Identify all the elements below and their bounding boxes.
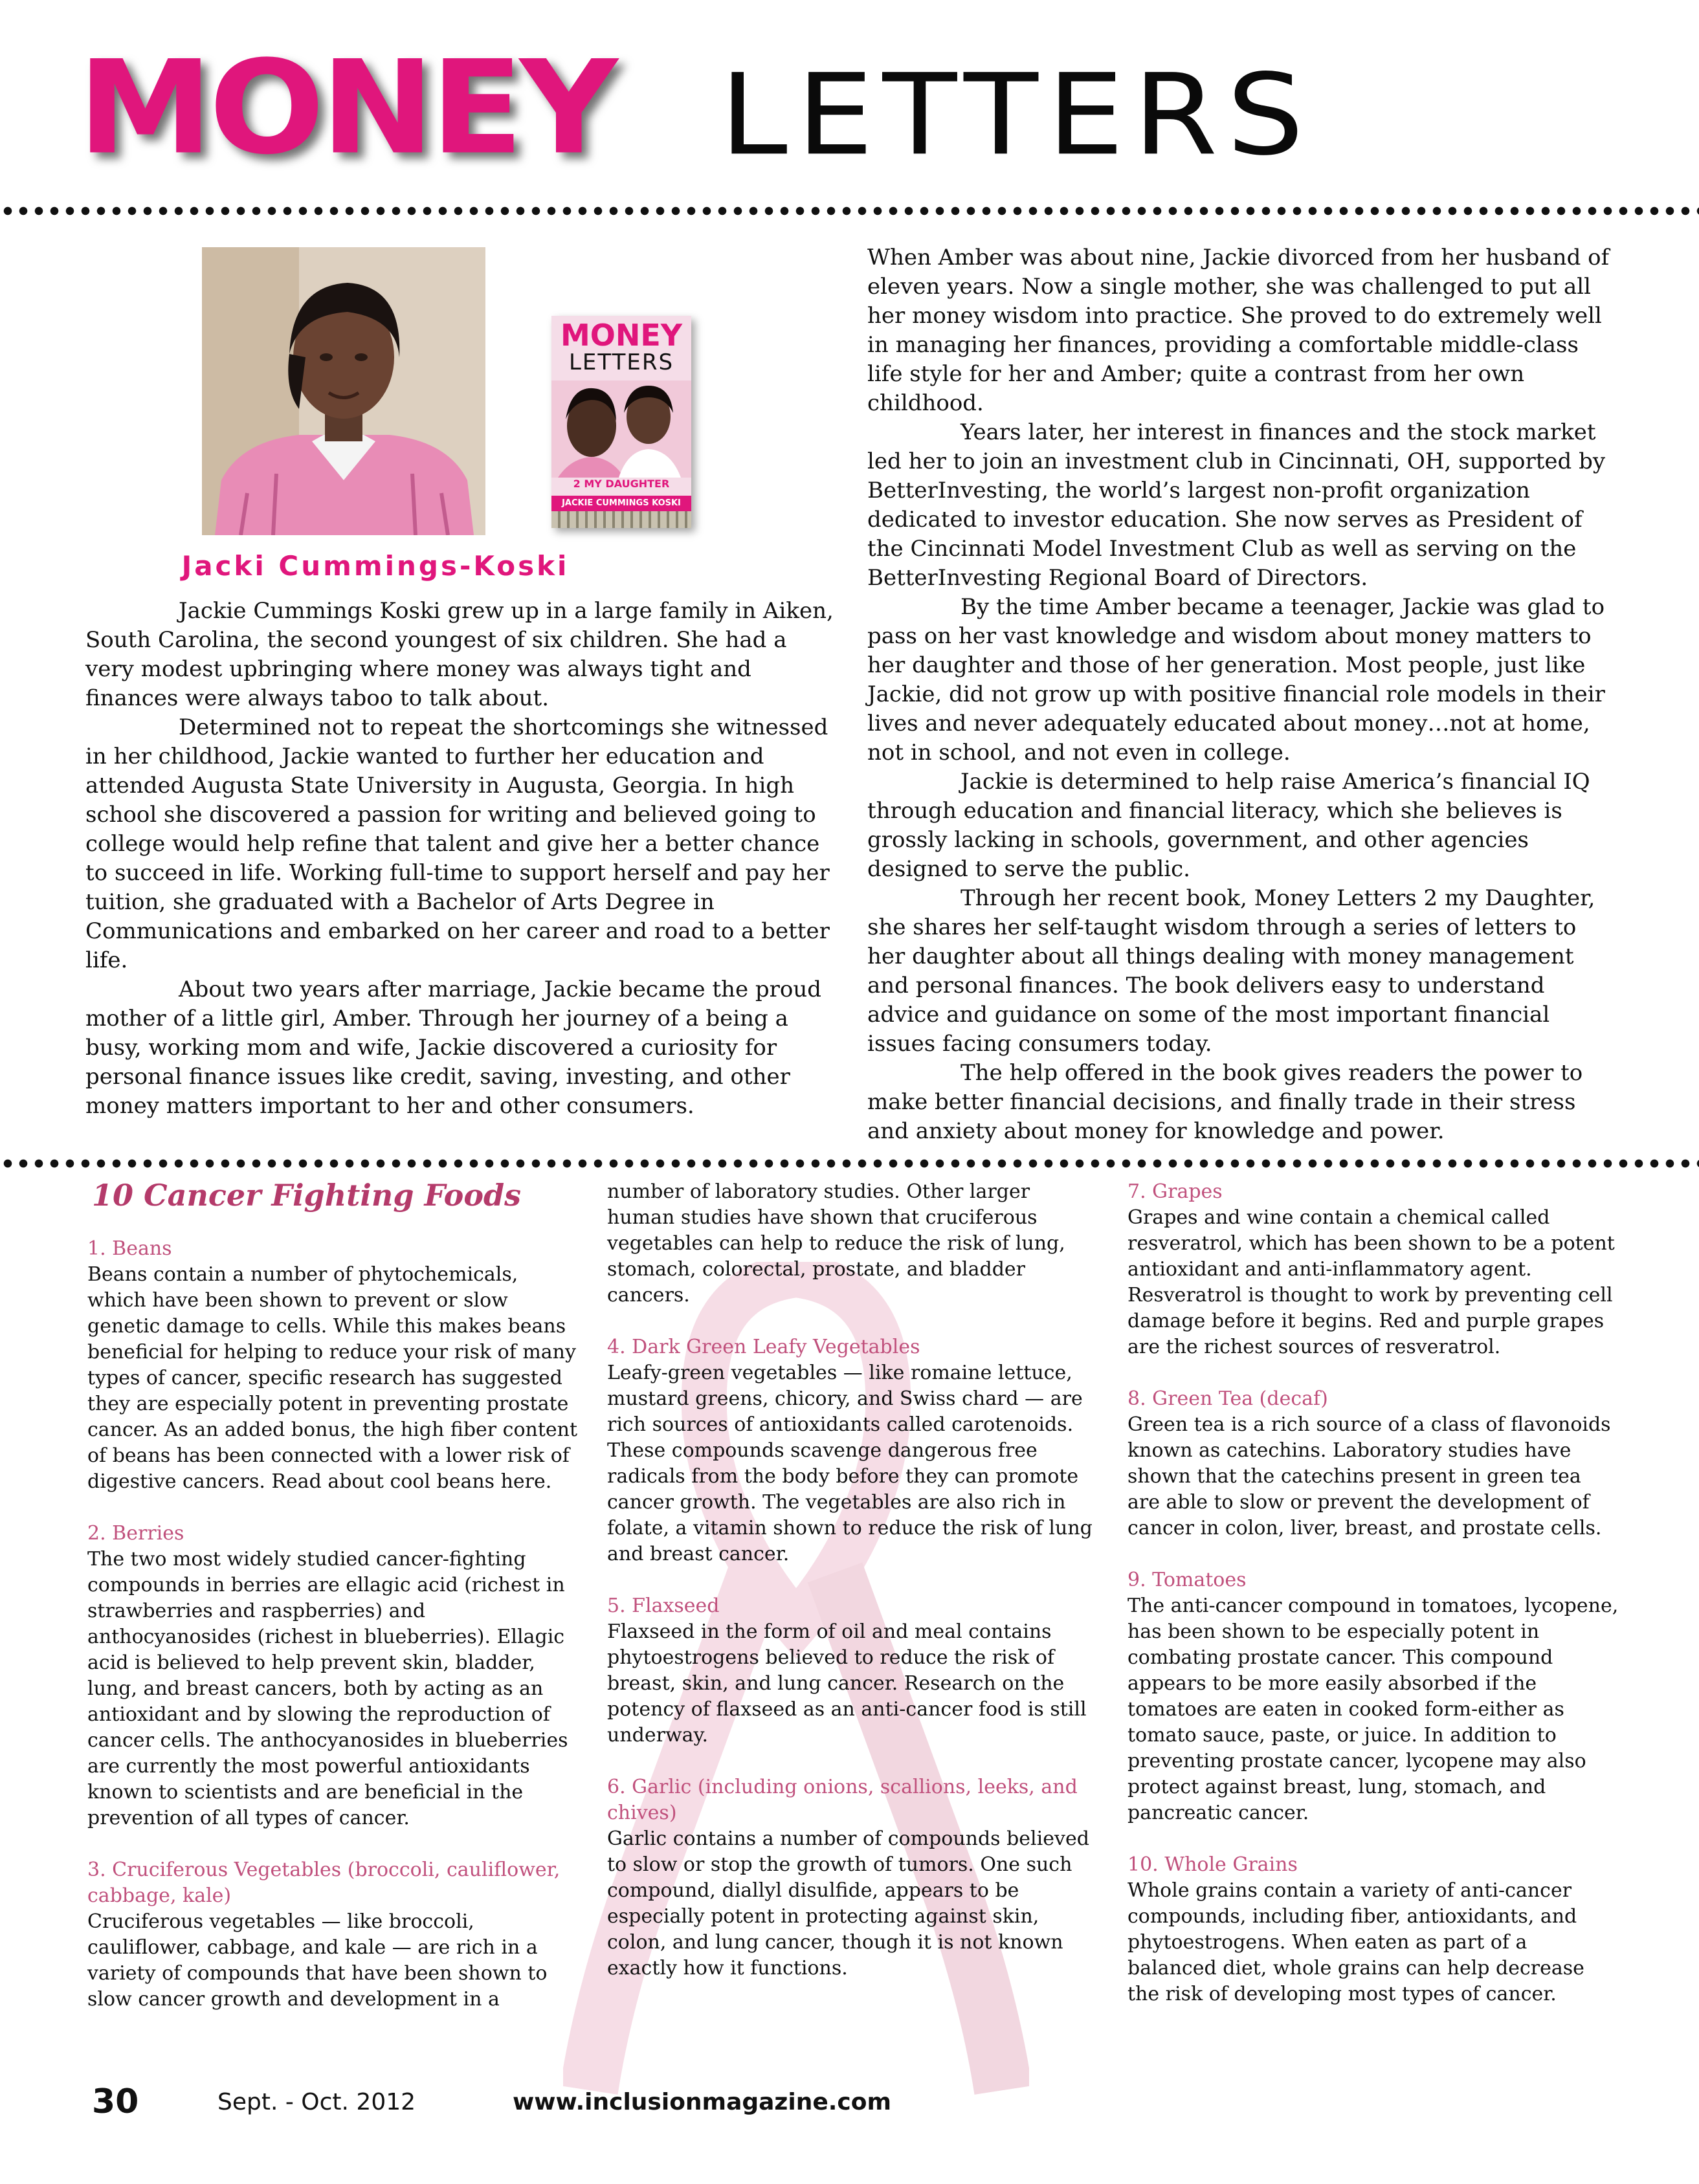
masthead-letters: LETTERS <box>720 50 1313 181</box>
food-heading: 2. Berries <box>87 1522 184 1545</box>
book-cover-author: JACKIE CUMMINGS KOSKI <box>551 496 691 511</box>
food-text: Flaxseed in the form of oil and meal contains phytoestrogens believed to reduce the risk of breast, skin, and lung cancer. Research on the potency of flaxseed as an anti-cancer food is still underway. <box>607 1620 1087 1747</box>
food-text: Cruciferous vegetables — like broccoli, cauliflower, cabbage, and kale — are rich in a variety of compounds that have been shown to slow cancer growth and development in a <box>87 1910 548 2011</box>
book-cover-title: MONEY <box>560 318 683 353</box>
bio-paragraph: Jackie is determined to help raise America’s financial IQ through education and financial literacy, which she believes is grossly lacking in schools, government, and other agencies designed to serve the public. <box>867 769 1590 882</box>
food-text: Whole grains contain a variety of anti-cancer compounds, including fiber, antioxidants, and phytoestrogens. When eaten as part of a balanced diet, whole grains can help decrease the risk of developing most types of cancer. <box>1127 1879 1584 2005</box>
bio-paragraph: Jackie Cummings Koski grew up in a large family in Aiken, South Carolina, the second youngest of six children. She had a very modest upbringing where money was always tight and finances were always taboo to talk about. <box>85 598 834 711</box>
book-cover-image <box>551 316 691 528</box>
author-name: Jacki Cummings-Koski <box>181 550 570 582</box>
foods-column-2 <box>607 1179 1099 1981</box>
website-url: www.inclusionmagazine.com <box>513 2089 892 2115</box>
book-cover-subtitle: LETTERS <box>568 349 674 375</box>
food-heading: 8. Green Tea (decaf) <box>1127 1387 1328 1410</box>
food-heading: 1. Beans <box>87 1237 172 1260</box>
food-text: Grapes and wine contain a chemical called resveratrol, which has been shown to be a potent antioxidant and anti-inflammatory agent. Resveratrol is thought to work by preventing cell damage before it begins. Red and purple grapes are the richest sources of resveratrol. <box>1127 1206 1615 1358</box>
author-photo <box>202 247 485 535</box>
bio-paragraph: When Amber was about nine, Jackie divorced from her husband of eleven years. Now a single mother, she was challenged to put all her money wisdom into practice. She proved to do extremely well in managing her finances, providing a comfortable middle-class life style for her and Amber; quite a contrast from her own childhood. <box>867 245 1610 416</box>
food-text: number of laboratory studies. Other larger human studies have shown that cruciferous vegetables can help to reduce the risk of lung, stomach, colorectal, prostate, and bladder cancers. <box>607 1180 1065 1307</box>
food-text: Leafy-green vegetables — like romaine lettuce, mustard greens, chicory, and Swiss chard — are rich sources of antioxidants called carotenoids. These compounds scavenge dangerous free radicals from the body before they can promote cancer growth. The vegetables are also rich in folate, a vitamin shown to reduce the risk of lung and breast cancer. <box>607 1362 1093 1565</box>
book-cover-tagline: 2 MY DAUGHTER <box>573 478 670 490</box>
page-number: 30 <box>92 2082 139 2121</box>
foods-column-1 <box>87 1236 579 2013</box>
food-text: Beans contain a number of phytochemicals, which have been shown to prevent or slow genetic damage to cells. While this makes beans beneficial for helping to reduce your risk of many types of cancer, specific research has suggested they are especially potent in preventing prostate cancer. As an added bonus, the high fiber content of beans has been connected with a lower risk of digestive cancers. Read about cool beans here. <box>87 1263 578 1493</box>
issue-date: Sept. - Oct. 2012 <box>217 2089 416 2115</box>
bio-paragraph: Determined not to repeat the shortcomings she witnessed in her childhood, Jackie wanted to further her education and attended Augusta State University in Augusta, Georgia. In high school she discovered a passion for writing and believed going to college would help refine that talent and give her a better chance to succeed in life. Working full-time to support herself and pay her tuition, she graduated with a Bachelor of Arts Degree in Communications and embarked on her career and road to a better life. <box>85 714 830 973</box>
foods-column-3 <box>1127 1179 1619 2007</box>
book-cover-band <box>551 511 691 528</box>
bio-paragraph: Through her recent book, Money Letters 2 my Daughter, she shares her self-taught wisdom through a series of letters to her daughter about all things dealing with money management and personal finances. The book delivers easy to understand advice and guidance on some of the most important financial issues facing consumers today. <box>867 885 1595 1057</box>
bio-paragraph: By the time Amber became a teenager, Jackie was glad to pass on her vast knowledge and wisdom about money matters to her daughter and those of her generation. Most people, just like Jackie, did not grow up with positive financial role models in their lives and never adequately educated about money…not at home, not in school, and not even in college. <box>867 594 1605 766</box>
bio-left-column <box>85 597 836 1121</box>
food-heading: 7. Grapes <box>1127 1180 1223 1203</box>
bio-paragraph: The help offered in the book gives readers the power to make better financial decisions, and finally trade in their stress and anxiety about money for knowledge and power. <box>867 1060 1583 1144</box>
food-text: The two most widely studied cancer-fighting compounds in berries are ellagic acid (richest in strawberries and raspberries) and anthocyanosides (richest in blueberries). Ellagic acid is believed to help prevent skin, bladder, lung, and breast cancers, both by acting as an antioxidant and by slowing the reproduction of cancer cells. The anthocyanosides in blueberries are currently the most powerful antioxidants known to scientists and are beneficial in the prevention of all types of cancer. <box>87 1548 568 1829</box>
foods-section-title: 10 Cancer Fighting Foods <box>92 1178 522 1213</box>
food-text: Garlic contains a number of compounds believed to slow or stop the growth of tumors. One such compound, diallyl disulfide, appears to be especially potent in protecting against skin, colon, and lung cancer, though it is not known exactly how it functions. <box>607 1827 1089 1980</box>
food-text: The anti-cancer compound in tomatoes, lycopene, has been shown to be especially potent in combating prostate cancer. This compound appears to be more easily absorbed if the tomatoes are eaten in cooked form-either as tomato sauce, paste, or juice. In addition to preventing prostate cancer, lycopene may also protect against breast, lung, stomach, and pancreatic cancer. <box>1127 1594 1619 1824</box>
food-heading: 10. Whole Grains <box>1127 1853 1298 1876</box>
food-text: Green tea is a rich source of a class of flavonoids known as catechins. Laboratory studies have shown that the catechins present in green tea are able to slow or prevent the development of cancer in colon, liver, breast, and prostate cells. <box>1127 1413 1611 1539</box>
bio-paragraph: About two years after marriage, Jackie became the proud mother of a little girl, Amber. Through her journey of a being a busy, working mom and wife, Jackie discovered a curiosity for personal finance issues like credit, saving, investing, and other money matters important to her and other consumers. <box>85 976 822 1119</box>
bio-right-column <box>867 243 1617 1146</box>
middle-dotted-rule <box>0 1158 1699 1169</box>
bio-paragraph: Years later, her interest in finances and the stock market led her to join an investment club in Cincinnati, OH, supported by BetterInvesting, the world’s largest non-profit organization dedicated to investor education. She now serves as President of the Cincinnati Model Investment Club as well as serving on the BetterInvesting Regional Board of Directors. <box>867 419 1606 591</box>
food-heading: 6. Garlic (including onions, scallions, leeks, and chives) <box>607 1776 1078 1824</box>
food-heading: 4. Dark Green Leafy Vegetables <box>607 1336 920 1358</box>
masthead-money: MONEY <box>78 32 614 183</box>
food-heading: 9. Tomatoes <box>1127 1569 1247 1591</box>
food-heading: 3. Cruciferous Vegetables (broccoli, cauliflower, cabbage, kale) <box>87 1859 561 1907</box>
top-dotted-rule <box>0 206 1699 216</box>
food-heading: 5. Flaxseed <box>607 1594 720 1617</box>
